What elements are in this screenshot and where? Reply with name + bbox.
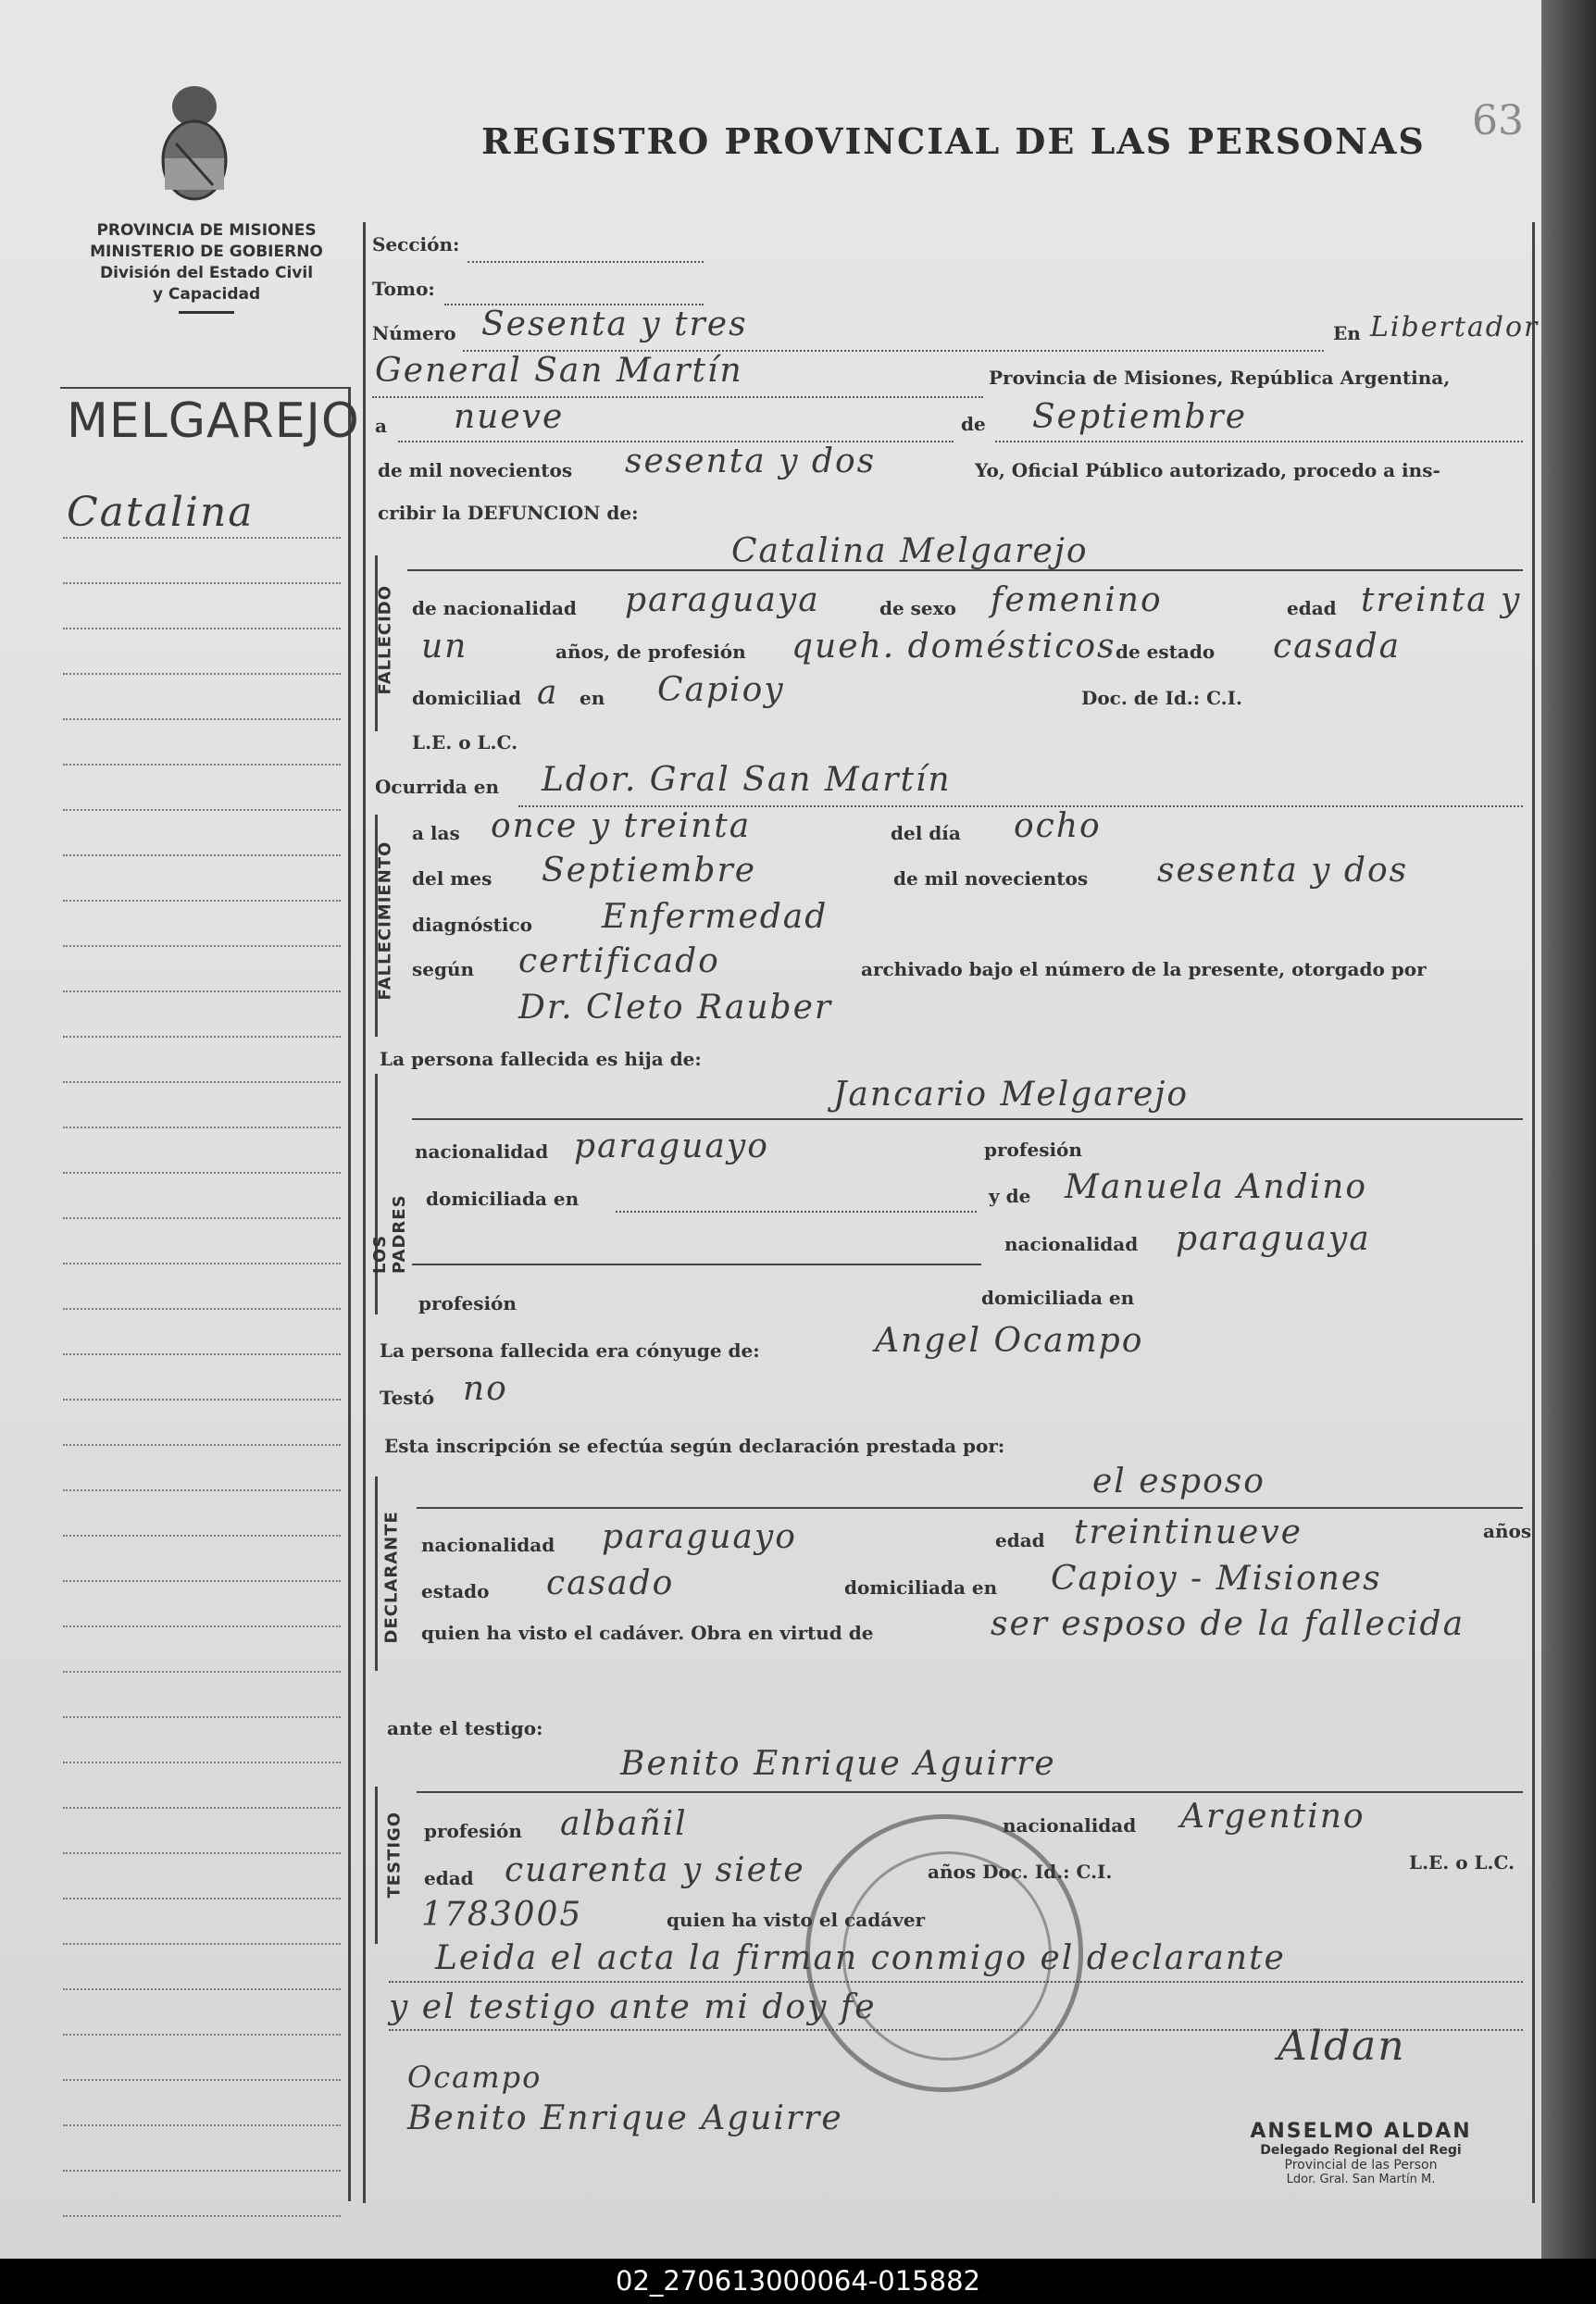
y-de-label: y de [989, 1185, 1031, 1207]
page-title: REGISTRO PROVINCIAL DE LAS PERSONAS [481, 120, 1426, 162]
numero-value: Sesenta y tres [481, 305, 748, 343]
seccion-label: Sección: [372, 233, 460, 255]
division-text-1: División del Estado Civil [99, 264, 314, 282]
le-lc-label: L.E. o L.C. [412, 731, 518, 753]
de-mil-label-2: de mil novecientos [893, 867, 1089, 890]
margin-rule-line [63, 1127, 341, 1128]
margin-rule-line [63, 582, 341, 584]
anos-label: años [1483, 1520, 1532, 1542]
anos-doc-label: años Doc. Id.: C.I. [928, 1861, 1113, 1883]
margin-rule-line [63, 1988, 341, 1990]
hija-de-label: La persona fallecida es hija de: [380, 1048, 702, 1070]
ante-testigo-label: ante el testigo: [387, 1717, 543, 1739]
anos-profesion-label: años, de profesión [555, 641, 746, 663]
en-label: En [1333, 322, 1361, 344]
conyuge-label: La persona fallecida era cónyuge de: [380, 1339, 760, 1362]
margin-rule-line [63, 1036, 341, 1038]
side-fallecimiento: FALLECIMIENTO [375, 841, 395, 1001]
inscribir-label: cribir la DEFUNCION de: [378, 502, 639, 524]
side-testigo: TESTIGO [384, 1811, 405, 1899]
nacionalidad-value: paraguaya [625, 581, 820, 619]
padre-nac-label: nacionalidad [415, 1140, 549, 1163]
margin-rule-line [63, 1580, 341, 1582]
del-dia-label: del día [891, 822, 961, 844]
province-text: PROVINCIA DE MISIONES [96, 221, 317, 240]
side-declarante: DECLARANTE [381, 1511, 402, 1644]
margin-rule-line [63, 673, 341, 675]
ocurrida-value: Ldor. Gral San Martín [542, 761, 952, 799]
mes-muerte-value: Septiembre [542, 852, 756, 890]
estado-value: casada [1273, 628, 1402, 666]
margin-rule-line [63, 537, 341, 539]
doc-id-label: Doc. de Id.: C.I. [1081, 687, 1242, 709]
margin-ruling [63, 389, 341, 2203]
quien-visto-label: quien ha visto el cadáver [667, 1909, 926, 1931]
margin-rule-line [63, 628, 341, 629]
page-number: 63 [1472, 97, 1524, 144]
domiciliad-suffix: a [537, 674, 559, 712]
padre-value: Jancario Melgarejo [833, 1076, 1190, 1114]
margin-rule-line [63, 1263, 341, 1264]
nombre-value: Catalina Melgarejo [731, 532, 1089, 570]
lectura2-value: y el testigo ante mi doy fe [389, 1988, 877, 2026]
side-padres: LOS PADRES [370, 1194, 409, 1274]
margin-rule-line [63, 990, 341, 992]
margin-rule-line [63, 1671, 341, 1673]
padre-dom-label: domiciliada en [426, 1188, 580, 1210]
coat-of-arms-icon [148, 79, 241, 208]
testo-value: no [463, 1370, 508, 1408]
padre-prof-label: profesión [984, 1139, 1082, 1161]
firma3-signature: Aldan [1278, 2023, 1406, 2070]
margin-surname: MELGAREJO [67, 393, 360, 449]
de-label: de [961, 413, 986, 435]
ocurrida-label: Ocurrida en [375, 776, 499, 798]
lectura1-value: Leida el acta la firman conmigo el declarante [435, 1939, 1286, 1977]
edad1-value: treinta y [1361, 581, 1522, 619]
margin-rule-line [63, 1353, 341, 1355]
decl-virtud-value: ser esposo de la fallecida [991, 1605, 1465, 1643]
margin-rule-line [63, 1535, 341, 1537]
page-edge [1541, 0, 1596, 2259]
margin-rule-line [63, 1852, 341, 1854]
division-text-2: y Capacidad [152, 285, 261, 304]
margin-rule-line [63, 1081, 341, 1083]
testo-label: Testó [380, 1387, 435, 1409]
margin-rule-line [63, 764, 341, 766]
segun-value: certificado [518, 942, 720, 980]
madre-value: Manuela Andino [1065, 1168, 1368, 1206]
anio-value: sesenta y dos [625, 442, 877, 480]
margin-rule-line [63, 1308, 341, 1310]
margin-rule-line [63, 2034, 341, 2036]
en-label-2: en [580, 687, 605, 709]
margin-rule-line [63, 1217, 341, 1219]
madre-prof-label: profesión [418, 1292, 517, 1314]
official-name: ANSELMO ALDAN [1250, 2120, 1472, 2143]
del-mes-label: del mes [412, 867, 493, 890]
segun-label: según [412, 958, 475, 980]
le-lc-label-2: L.E. o L.C. [1409, 1851, 1515, 1874]
firma1-signature: Ocampo [407, 2060, 542, 2095]
margin-name: Catalina [67, 489, 255, 536]
margin-rule-line [63, 854, 341, 856]
margin-rule-line [63, 1716, 341, 1718]
official-title-3: Ldor. Gral. San Martín M. [1286, 2173, 1436, 2186]
test-prof-value: albañil [560, 1805, 688, 1843]
hora-value: once y treinta [491, 807, 752, 845]
margin-rule-line [63, 1444, 341, 1446]
decl-domicilio-value: Capioy - Misiones [1051, 1560, 1382, 1598]
domicilio-value: Capioy [657, 671, 785, 709]
official-title-2: Provincial de las Person [1284, 2158, 1438, 2173]
margin-rule-line [63, 2079, 341, 2081]
test-edad-label: edad [424, 1867, 474, 1889]
test-prof-label: profesión [424, 1820, 522, 1842]
madre-dom-label: domiciliada en [981, 1287, 1135, 1309]
edad-label: edad [1287, 597, 1337, 619]
mes-value: Septiembre [1032, 398, 1247, 436]
decl-edad-label: edad [995, 1529, 1045, 1551]
decl-nac-value: paraguayo [602, 1518, 797, 1556]
margin-rule-line [63, 1172, 341, 1174]
declaracion-label: Esta inscripción se efectúa según declaración prestada por: [384, 1435, 1005, 1457]
quien-cadaver-label: quien ha visto el cadáver. Obra en virtud de [421, 1622, 874, 1644]
sexo-value: femenino [991, 581, 1163, 619]
en-place-value: Libertador [1370, 311, 1540, 343]
margin-rule-line [63, 1807, 341, 1809]
domiciliad-label: domiciliad [412, 687, 521, 709]
padre-nac-value: paraguayo [574, 1127, 769, 1165]
profesion-value: queh. domésticos [792, 628, 1116, 666]
margin-rule-line [63, 1399, 341, 1401]
margin-rule-line [63, 2170, 341, 2172]
margin-rule-line [63, 2215, 341, 2217]
de-mil-label: de mil novecientos [378, 459, 573, 481]
decl-estado-value: casado [546, 1564, 675, 1602]
decl-estado-label: estado [421, 1580, 490, 1602]
margin-rule-line [63, 945, 341, 947]
official-title-1: Delegado Regional del Regi [1260, 2143, 1462, 2158]
margin-rule-line [63, 809, 341, 811]
edad2-value: un [421, 628, 468, 666]
margin-rule-line [63, 2124, 341, 2126]
margin-rule-line [63, 718, 341, 720]
test-edad-value: cuarenta y siete [505, 1851, 805, 1889]
oficial-label: Yo, Oficial Público autorizado, procedo a ins- [975, 459, 1440, 481]
margin-rule-line [63, 900, 341, 902]
margin-rule-line [63, 1898, 341, 1899]
place2-value: General San Martín [375, 352, 743, 390]
margin-rule-line [63, 1762, 341, 1763]
official-seal-icon [805, 1814, 1083, 2092]
dia-muerte-value: ocho [1014, 807, 1102, 845]
nacionalidad-label: de nacionalidad [412, 597, 577, 619]
margin-rule-line [63, 1489, 341, 1491]
decl-dom-label: domiciliada en [844, 1576, 998, 1599]
test-nac-value: Argentino [1180, 1798, 1365, 1836]
decl-edad-value: treintinueve [1074, 1513, 1303, 1551]
provincia-label: Provincia de Misiones, República Argentina, [989, 367, 1451, 389]
side-fallecido: FALLECIDO [375, 584, 395, 695]
sexo-label: de sexo [879, 597, 956, 619]
decl-nac-label: nacionalidad [421, 1534, 555, 1556]
estado-label: de estado [1116, 641, 1216, 663]
tomo-label: Tomo: [372, 278, 435, 300]
diagnostico-value: Enfermedad [602, 898, 829, 936]
dia-value: nueve [454, 398, 565, 436]
margin-rule-line [63, 1625, 341, 1627]
ministry-text: MINISTERIO DE GOBIERNO [90, 243, 323, 261]
madre-nac-label: nacionalidad [1004, 1233, 1139, 1255]
testigo-value: Benito Enrique Aguirre [620, 1745, 1056, 1783]
image-id-footer: 02_270613000064-015882 [0, 2259, 1596, 2304]
diagnostico-label: diagnóstico [412, 914, 533, 936]
a-las-label: a las [412, 822, 460, 844]
madre-nac-value: paraguaya [1176, 1220, 1371, 1258]
anio-muerte-value: sesenta y dos [1157, 852, 1409, 890]
declarante-value: el esposo [1092, 1463, 1266, 1501]
margin-rule-line [63, 1943, 341, 1945]
official-signature-block [1194, 2120, 1527, 2186]
archivado-label: archivado bajo el número de la presente, otorgado por [861, 958, 1427, 980]
issuing-office [72, 220, 341, 314]
test-nac-label: nacionalidad [1003, 1814, 1137, 1837]
numero-label: Número [372, 322, 456, 344]
a-label: a [375, 415, 387, 437]
conyuge-value: Angel Ocampo [875, 1322, 1144, 1360]
medico-value: Dr. Cleto Rauber [518, 989, 833, 1027]
firma2-signature: Benito Enrique Aguirre [407, 2099, 843, 2137]
test-doc-value: 1783005 [421, 1896, 583, 1934]
